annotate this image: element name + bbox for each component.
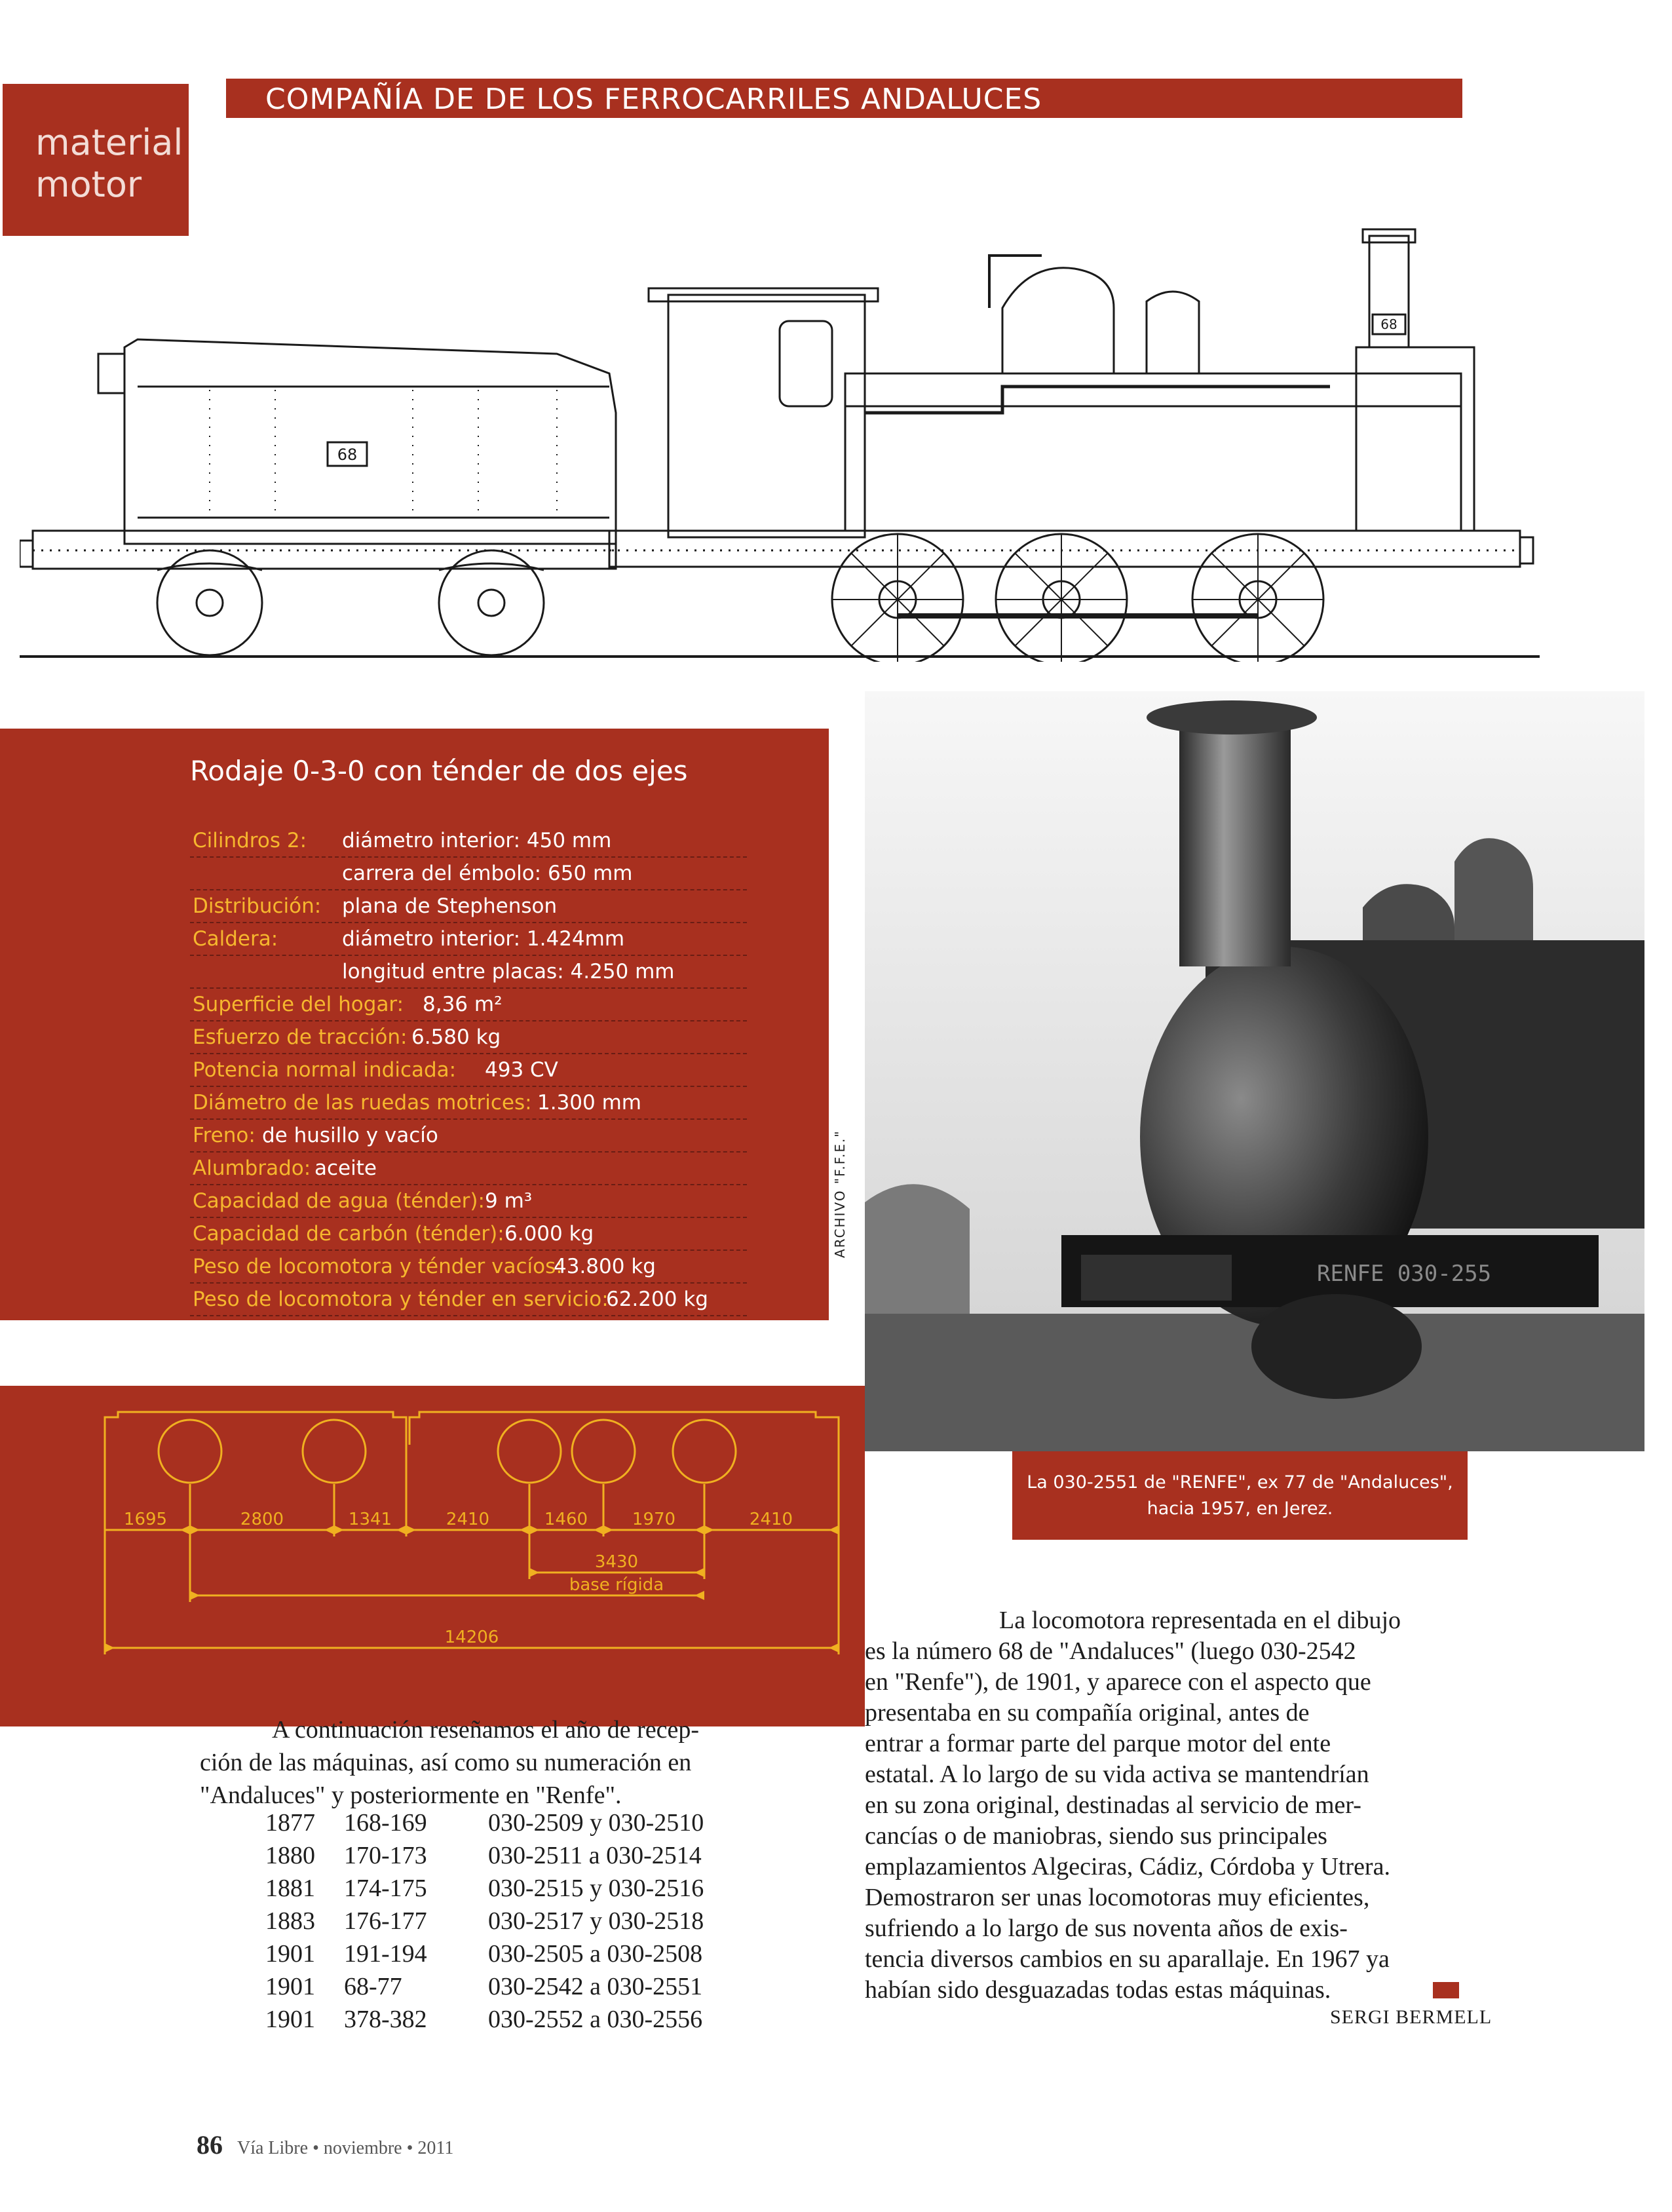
spec-label: Alumbrado:: [193, 1156, 311, 1180]
spec-value: 6.000 kg: [504, 1222, 594, 1246]
wheelbase-segment: 2410: [749, 1510, 793, 1529]
table-year: 1901: [265, 2006, 315, 2033]
table-year: 1881: [265, 1875, 315, 1902]
spec-value: plana de Stephenson: [342, 894, 558, 918]
spec-label: Distribución:: [193, 894, 322, 918]
rigid-wheelbase-value: 3430: [594, 1552, 639, 1572]
text-line: ción de las máquinas, así como su numeración en: [200, 1749, 692, 1776]
wheelbase-segment: 1970: [632, 1510, 676, 1529]
spec-label: Caldera:: [193, 927, 278, 951]
table-renfe: 030-2517 y 030-2518: [488, 1907, 704, 1935]
spec-row: [190, 922, 747, 956]
spec-value: diámetro interior: 1.424mm: [342, 927, 625, 951]
spec-row: [190, 1118, 747, 1153]
spec-row: [190, 1249, 747, 1284]
spec-value: 62.200 kg: [606, 1287, 708, 1311]
text-line: A continuación reseñamos el año de recep-: [272, 1716, 700, 1744]
spec-label: Diámetro de las ruedas motrices:: [193, 1091, 532, 1115]
spec-row: [190, 955, 747, 989]
text-line: en "Renfe"), de 1901, y aparece con el aspecto que: [865, 1668, 1371, 1696]
publication-line: Vía Libre • noviembre • 2011: [237, 2138, 454, 2158]
spec-value: longitud entre placas: 4.250 mm: [342, 960, 675, 983]
text-line: estatal. A lo largo de su vida activa se mantendrían: [865, 1761, 1369, 1788]
spec-label: Peso de locomotora y ténder en servicio:: [193, 1287, 609, 1311]
spec-label: Esfuerzo de tracción:: [193, 1025, 408, 1049]
intro-paragraph: [200, 1713, 789, 1812]
photo-plate-text: RENFE 030-255: [1317, 1261, 1492, 1287]
spec-row: [190, 1151, 747, 1185]
spec-row: [190, 1053, 747, 1087]
table-year: 1877: [265, 1809, 315, 1837]
spec-value: diámetro interior: 450 mm: [342, 829, 612, 852]
photo-caption: [1012, 1451, 1468, 1540]
wheelbase-segment: 1341: [348, 1510, 392, 1529]
wheelbase-diagram: [0, 1386, 865, 1726]
table-year: 1880: [265, 1842, 315, 1869]
table-renfe: 030-2515 y 030-2516: [488, 1875, 704, 1902]
table-renfe: 030-2511 a 030-2514: [488, 1842, 702, 1869]
caption-line: La 030-2551 de "RENFE", ex 77 de "Andaluces",: [1027, 1472, 1453, 1493]
text-line: entrar a formar parte del parque motor del ente: [865, 1730, 1331, 1757]
article-body: [865, 1605, 1520, 2006]
rigid-wheelbase-label: base rígida: [569, 1575, 664, 1595]
spec-row: [190, 1020, 747, 1054]
smokebox-number-plate: 68: [1380, 316, 1397, 332]
spec-label: Cilindros 2:: [193, 829, 307, 852]
locomotive-drawing: [20, 216, 1540, 662]
table-andaluces: 176-177: [344, 1907, 427, 1935]
table-year: 1883: [265, 1907, 315, 1935]
total-length-value: 14206: [444, 1628, 499, 1647]
text-line: emplazamientos Algeciras, Cádiz, Córdoba y Utrera.: [865, 1853, 1390, 1880]
table-year: 1901: [265, 1940, 315, 1968]
text-line: sufriendo a lo largo de sus noventa años de exis-: [865, 1915, 1348, 1942]
spec-row: [190, 889, 747, 923]
page-footer: [197, 2129, 453, 2160]
spec-label: Capacidad de carbón (ténder):: [193, 1222, 504, 1246]
table-andaluces: 170-173: [344, 1842, 427, 1869]
wheelbase-segment: 2410: [446, 1510, 490, 1529]
title-bar: [226, 79, 1462, 118]
spec-value: de husillo y vacío: [262, 1124, 438, 1147]
text-line: cancías o de maniobras, siendo sus principales: [865, 1822, 1327, 1850]
author-byline: SERGI BERMELL: [1330, 2006, 1492, 2028]
table-year: 1901: [265, 1973, 315, 2000]
spec-value: aceite: [314, 1156, 377, 1180]
caption-line: hacia 1957, en Jerez.: [1147, 1498, 1333, 1519]
spec-label: Freno:: [193, 1124, 256, 1147]
text-line: La locomotora representada en el dibujo: [999, 1607, 1401, 1634]
spec-row: [190, 824, 747, 858]
spec-row: [190, 1184, 747, 1218]
text-line: Demostraron ser unas locomotoras muy eficientes,: [865, 1884, 1370, 1911]
wheelbase-segment: 1460: [544, 1510, 588, 1529]
table-renfe: 030-2542 a 030-2551: [488, 1973, 703, 2000]
wheelbase-segment: 2800: [240, 1510, 284, 1529]
text-line: presentaba en su compañía original, antes de: [865, 1699, 1310, 1726]
tender-number-plate: 68: [337, 446, 358, 464]
wheelbase-segment: 1695: [123, 1510, 168, 1529]
table-renfe: 030-2509 y 030-2510: [488, 1809, 704, 1837]
spec-row: [190, 856, 747, 890]
spec-label: Capacidad de agua (ténder):: [193, 1189, 485, 1213]
section-tag-text: [35, 122, 183, 206]
spec-value: 1.300 mm: [537, 1091, 641, 1115]
section-tag-line-2: motor: [35, 164, 142, 205]
section-tag-line-1: material: [35, 122, 183, 163]
spec-panel: [0, 729, 829, 1320]
table-andaluces: 174-175: [344, 1875, 427, 1902]
text-line: tencia diversos cambios en su aparallaje. En 1967 ya: [865, 1945, 1390, 1973]
spec-value: 9 m³: [485, 1189, 533, 1213]
locomotive-photo: [865, 691, 1644, 1451]
text-line: es la número 68 de "Andaluces" (luego 030-2542: [865, 1637, 1356, 1665]
spec-value: 493 CV: [485, 1058, 558, 1082]
text-line: habían sido desguazadas todas estas máquinas.: [865, 1976, 1331, 2004]
spec-row: [190, 1086, 747, 1120]
text-line: en su zona original, destinadas al servicio de mer-: [865, 1791, 1361, 1819]
spec-value: 43.800 kg: [554, 1255, 656, 1278]
spec-label: Peso de locomotora y ténder vacíos:: [193, 1255, 563, 1278]
text-line: "Andaluces" y posteriormente en "Renfe".: [200, 1782, 622, 1809]
spec-row: [190, 1282, 747, 1316]
spec-value: 6.580 kg: [411, 1025, 501, 1049]
page-title: COMPAÑÍA DE DE LOS FERROCARRILES ANDALUCES: [265, 83, 1042, 116]
table-andaluces: 378-382: [344, 2006, 427, 2033]
spec-value: carrera del émbolo: 650 mm: [342, 862, 633, 885]
spec-label: Potencia normal indicada:: [193, 1058, 457, 1082]
page-number: 86: [197, 2130, 223, 2160]
spec-label: Superficie del hogar:: [193, 993, 404, 1016]
table-andaluces: 68-77: [344, 1973, 402, 2000]
photo-credit: ARCHIVO "F.F.E.": [832, 1130, 848, 1258]
spec-value: 8,36 m²: [423, 993, 503, 1016]
table-andaluces: 168-169: [344, 1809, 427, 1837]
spec-title: Rodaje 0-3-0 con ténder de dos ejes: [190, 755, 688, 787]
end-mark: [1433, 1982, 1459, 1998]
table-andaluces: 191-194: [344, 1940, 427, 1968]
table-renfe: 030-2505 a 030-2508: [488, 1940, 703, 1968]
table-renfe: 030-2552 a 030-2556: [488, 2006, 703, 2033]
spec-row: [190, 1217, 747, 1251]
spec-row: [190, 987, 747, 1021]
section-tag: [3, 84, 189, 236]
